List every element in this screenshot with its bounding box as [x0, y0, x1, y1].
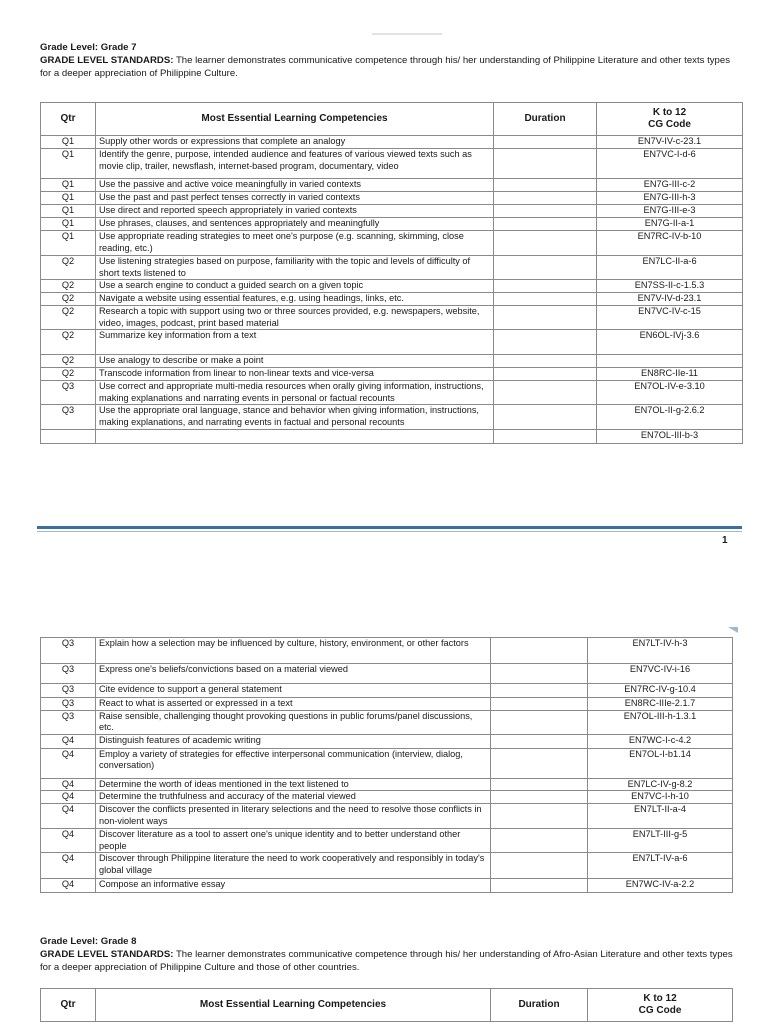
- competency-cell: Use correct and appropriate multi-media resources when orally giving information, instructions, making explanations and narrating events in personal or factual recounts: [96, 380, 494, 404]
- competency-cell: Discover literature as a tool to assert one's unique identity and to better understand other people: [96, 828, 491, 852]
- duration-cell: [494, 256, 597, 280]
- table-row: [41, 698, 733, 711]
- duration-cell: [494, 205, 597, 218]
- grade8-standards-text: The learner demonstrates communicative competence through his/ her understanding of Afro-Asian Literature and other texts types for a deeper appreciation of Philippine Culture and those of other countries.: [40, 949, 733, 973]
- qtr-cell: Q2: [41, 256, 96, 280]
- competency-cell: Identify the genre, purpose, intended audience and features of various viewed texts such as movie clip, trailer, newsflash, internet-based program, documentary, video: [96, 149, 494, 179]
- duration-cell: [494, 136, 597, 149]
- qtr-cell: Q4: [41, 803, 96, 828]
- cg-code-cell: [597, 355, 743, 368]
- qtr-cell: Q2: [41, 368, 96, 381]
- grade7-header: [40, 41, 740, 80]
- competency-cell: Use analogy to describe or make a point: [96, 355, 494, 368]
- duration-cell: [491, 748, 588, 778]
- cg-code-cell: EN7OL-III-b-3: [597, 430, 743, 444]
- cg-code-cell: EN7LT-IV-h-3: [588, 638, 733, 664]
- code-header-line1: K to 12: [652, 107, 687, 119]
- table-row: [41, 192, 743, 205]
- cg-code-cell: EN7G-III-e-3: [597, 205, 743, 218]
- qtr-cell: Q3: [41, 698, 96, 711]
- qtr-cell: Q2: [41, 280, 96, 293]
- competency-cell: Determine the worth of ideas mentioned in the text listened to: [96, 778, 491, 791]
- table-row: [41, 684, 733, 698]
- cg-code-cell: EN7OL-IV-e-3.10: [597, 380, 743, 404]
- table-row: [41, 293, 743, 306]
- competency-cell: [96, 430, 494, 444]
- cg-code-cell: EN7OL-I-b1.14: [588, 748, 733, 778]
- qtr-header: Qtr: [41, 989, 96, 1022]
- cg-code-cell: EN7V-IV-c-23.1: [597, 136, 743, 149]
- cg-code-cell: EN7RC-IV-g-10.4: [588, 684, 733, 698]
- cg-code-cell: EN7LT-II-a-4: [588, 803, 733, 828]
- competency-cell: Discover the conflicts presented in literary selections and the need to resolve those conflicts in non-violent ways: [96, 803, 491, 828]
- duration-cell: [491, 638, 588, 664]
- qtr-cell: Q1: [41, 192, 96, 205]
- grade7-competency-table-part1: [40, 102, 743, 444]
- qtr-header: Qtr: [41, 103, 96, 136]
- cg-code-cell: EN7LT-IV-a-6: [588, 853, 733, 879]
- grade8-level-label: Grade Level: Grade 8: [40, 936, 137, 947]
- grade7-competency-table-part2: [40, 637, 733, 893]
- cg-code-cell: EN7SS-II-c-1.5.3: [597, 280, 743, 293]
- table-row: [41, 380, 743, 404]
- cg-code-cell: EN7VC-IV-c-15: [597, 306, 743, 330]
- qtr-cell: Q3: [41, 710, 96, 734]
- competency-cell: Explain how a selection may be influenced by culture, history, environment, or other factors: [96, 638, 491, 664]
- cg-code-cell: EN7RC-IV-b-10: [597, 231, 743, 256]
- cg-code-cell: EN7WC-IV-a-2.2: [588, 879, 733, 893]
- table-row: [41, 179, 743, 192]
- qtr-cell: Q2: [41, 355, 96, 368]
- cg-code-cell: EN7G-III-h-3: [597, 192, 743, 205]
- qtr-cell: Q3: [41, 638, 96, 664]
- table-header-row: [41, 989, 733, 1022]
- competency-cell: Research a topic with support using two or three sources provided, e.g. newspapers, website, video, images, podcast, print based material: [96, 306, 494, 330]
- qtr-cell: Q2: [41, 330, 96, 355]
- table-row: [41, 778, 733, 791]
- cg-code-cell: EN7VC-IV-i-16: [588, 664, 733, 684]
- duration-cell: [491, 664, 588, 684]
- qtr-cell: Q3: [41, 684, 96, 698]
- cg-code-cell: EN8RC-IIe-11: [597, 368, 743, 381]
- grade7-level-label: Grade Level: Grade 7: [40, 42, 137, 53]
- cg-code-cell: EN7VC-I-h-10: [588, 791, 733, 804]
- qtr-cell: Q4: [41, 778, 96, 791]
- grade8-competency-table: [40, 988, 733, 1022]
- table-row: [41, 791, 733, 804]
- qtr-cell: Q3: [41, 405, 96, 430]
- cg-code-cell: EN7OL-III-h-1.3.1: [588, 710, 733, 734]
- table-row: [41, 638, 733, 664]
- grade8-header: [40, 935, 740, 974]
- code-header: [597, 103, 743, 136]
- table-row: [41, 256, 743, 280]
- competency-cell: Navigate a website using essential features, e.g. using headings, links, etc.: [96, 293, 494, 306]
- corner-mark-icon: [728, 627, 738, 633]
- duration-cell: [494, 330, 597, 355]
- duration-cell: [494, 355, 597, 368]
- qtr-cell: Q4: [41, 828, 96, 852]
- table-row: [41, 710, 733, 734]
- competency-cell: Discover through Philippine literature the need to work cooperatively and responsibly in today's global village: [96, 853, 491, 879]
- qtr-cell: Q1: [41, 218, 96, 231]
- competency-cell: Summarize key information from a text: [96, 330, 494, 355]
- duration-cell: [491, 710, 588, 734]
- cg-code-cell: EN7LC-IV-g-8.2: [588, 778, 733, 791]
- table-row: [41, 664, 733, 684]
- qtr-cell: Q1: [41, 231, 96, 256]
- competency-cell: Compose an informative essay: [96, 879, 491, 893]
- duration-cell: [494, 368, 597, 381]
- duration-cell: [494, 293, 597, 306]
- table-row: [41, 306, 743, 330]
- qtr-cell: Q3: [41, 664, 96, 684]
- duration-cell: [494, 405, 597, 430]
- table-header-row: [41, 103, 743, 136]
- duration-cell: [491, 828, 588, 852]
- duration-cell: [494, 280, 597, 293]
- code-header-line2: CG Code: [638, 1005, 682, 1016]
- qtr-cell: Q1: [41, 149, 96, 179]
- duration-cell: [491, 879, 588, 893]
- code-header: [588, 989, 733, 1022]
- duration-cell: [491, 803, 588, 828]
- competency-cell: Use listening strategies based on purpose, familiarity with the topic and levels of difficulty of short texts listened to: [96, 256, 494, 280]
- competency-cell: Use the passive and active voice meaningfully in varied contexts: [96, 179, 494, 192]
- competency-cell: Use a search engine to conduct a guided search on a given topic: [96, 280, 494, 293]
- qtr-cell: Q1: [41, 205, 96, 218]
- competency-cell: Use direct and reported speech appropriately in varied contexts: [96, 205, 494, 218]
- cg-code-cell: EN7G-II-a-1: [597, 218, 743, 231]
- duration-cell: [494, 179, 597, 192]
- duration-cell: [491, 778, 588, 791]
- competency-cell: Cite evidence to support a general statement: [96, 684, 491, 698]
- top-divider: [372, 33, 442, 35]
- qtr-cell: Q1: [41, 179, 96, 192]
- grade7-standards-text: The learner demonstrates communicative competence through his/ her understanding of Philippine Literature and other texts types for a deeper appreciation of Philippine Culture.: [40, 55, 731, 79]
- duration-cell: [494, 149, 597, 179]
- qtr-cell: Q2: [41, 306, 96, 330]
- duration-cell: [494, 231, 597, 256]
- cg-code-cell: EN6OL-IVj-3.6: [597, 330, 743, 355]
- table-row: [41, 355, 743, 368]
- duration-cell: [491, 698, 588, 711]
- duration-cell: [494, 380, 597, 404]
- duration-cell: [494, 192, 597, 205]
- grade7-standards-label: GRADE LEVEL STANDARDS:: [40, 55, 174, 66]
- table-row: [41, 803, 733, 828]
- competency-cell: Supply other words or expressions that complete an analogy: [96, 136, 494, 149]
- duration-cell: [491, 791, 588, 804]
- table-row: [41, 368, 743, 381]
- cg-code-cell: EN7VC-I-d-6: [597, 149, 743, 179]
- code-header-line2: CG Code: [648, 119, 691, 130]
- table-row: [41, 149, 743, 179]
- table-row: [41, 430, 743, 444]
- competency-cell: Determine the truthfulness and accuracy of the material viewed: [96, 791, 491, 804]
- duration-cell: [491, 734, 588, 748]
- grade8-standards-label: GRADE LEVEL STANDARDS:: [40, 949, 174, 960]
- table-row: [41, 879, 733, 893]
- competencies-header: Most Essential Learning Competencies: [96, 103, 494, 136]
- duration-cell: [491, 684, 588, 698]
- qtr-cell: Q4: [41, 734, 96, 748]
- duration-cell: [494, 430, 597, 444]
- qtr-cell: Q4: [41, 853, 96, 879]
- competency-cell: Raise sensible, challenging thought provoking questions in public forums/panel discussions, etc.: [96, 710, 491, 734]
- competency-cell: Employ a variety of strategies for effective interpersonal communication (interview, dialog, conversation): [96, 748, 491, 778]
- code-header-line1: K to 12: [643, 993, 677, 1005]
- table-row: [41, 218, 743, 231]
- table-row: [41, 136, 743, 149]
- competency-cell: Transcode information from linear to non-linear texts and vice-versa: [96, 368, 494, 381]
- cg-code-cell: EN7LT-III-g-5: [588, 828, 733, 852]
- competency-cell: Use the appropriate oral language, stance and behavior when giving information, instructions, making explanations, and narrating events in factual and personal recounts: [96, 405, 494, 430]
- table-row: [41, 828, 733, 852]
- competency-cell: React to what is asserted or expressed in a text: [96, 698, 491, 711]
- competency-cell: Express one's beliefs/convictions based on a material viewed: [96, 664, 491, 684]
- cg-code-cell: EN7WC-I-c-4.2: [588, 734, 733, 748]
- table-row: [41, 748, 733, 778]
- cg-code-cell: EN7OL-II-g-2.6.2: [597, 405, 743, 430]
- page-break-bar: [37, 526, 742, 529]
- competency-cell: Use phrases, clauses, and sentences appropriately and meaningfully: [96, 218, 494, 231]
- table-row: [41, 853, 733, 879]
- table-row: [41, 405, 743, 430]
- competencies-header: Most Essential Learning Competencies: [96, 989, 491, 1022]
- qtr-cell: [41, 430, 96, 444]
- cg-code-cell: EN7V-IV-d-23.1: [597, 293, 743, 306]
- duration-header: Duration: [491, 989, 588, 1022]
- duration-cell: [494, 218, 597, 231]
- duration-header: Duration: [494, 103, 597, 136]
- cg-code-cell: EN7LC-II-a-6: [597, 256, 743, 280]
- duration-cell: [491, 853, 588, 879]
- cg-code-cell: EN8RC-IIIe-2.1.7: [588, 698, 733, 711]
- duration-cell: [494, 306, 597, 330]
- qtr-cell: Q2: [41, 293, 96, 306]
- qtr-cell: Q4: [41, 879, 96, 893]
- page-number: 1: [722, 535, 728, 546]
- table-row: [41, 280, 743, 293]
- table-row: [41, 330, 743, 355]
- competency-cell: Distinguish features of academic writing: [96, 734, 491, 748]
- qtr-cell: Q4: [41, 791, 96, 804]
- page-break-line: [37, 531, 742, 532]
- qtr-cell: Q1: [41, 136, 96, 149]
- qtr-cell: Q4: [41, 748, 96, 778]
- qtr-cell: Q3: [41, 380, 96, 404]
- table-row: [41, 231, 743, 256]
- table-row: [41, 734, 733, 748]
- cg-code-cell: EN7G-III-c-2: [597, 179, 743, 192]
- table-row: [41, 205, 743, 218]
- competency-cell: Use appropriate reading strategies to meet one's purpose (e.g. scanning, skimming, close reading, etc.): [96, 231, 494, 256]
- competency-cell: Use the past and past perfect tenses correctly in varied contexts: [96, 192, 494, 205]
